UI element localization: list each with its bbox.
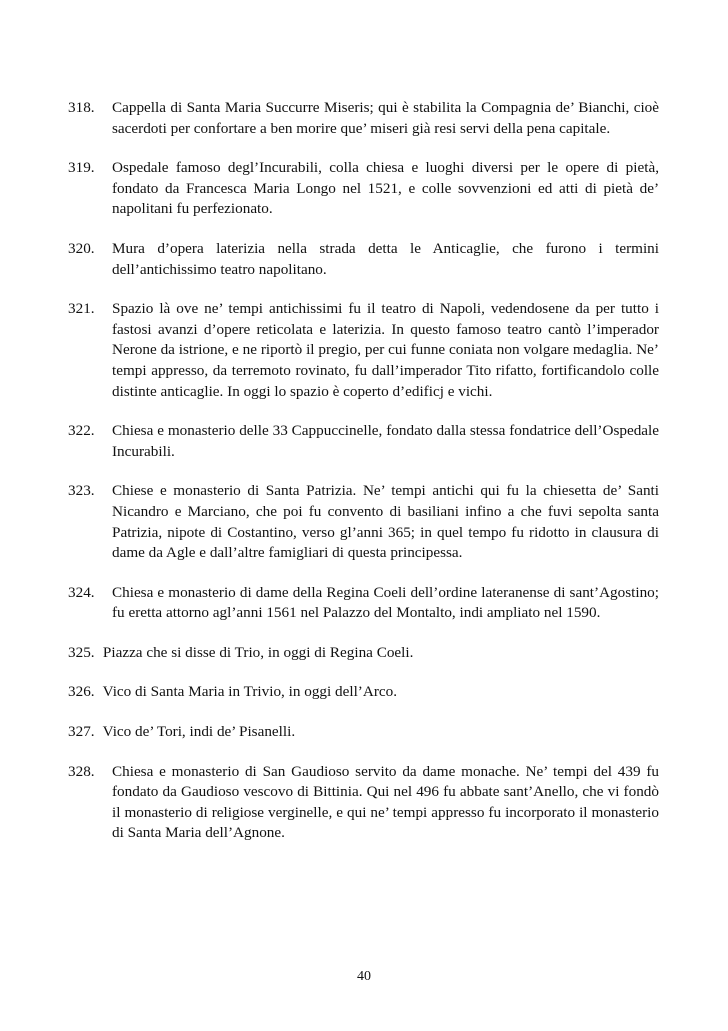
- entry-320: [68, 239, 659, 280]
- entry-number: 325.: [68, 643, 95, 661]
- page-number: 40: [357, 969, 371, 984]
- entry-325: [68, 643, 659, 664]
- entry-number: 322.: [68, 422, 95, 440]
- entry-number: 319.: [68, 159, 95, 177]
- entry-text: Chiesa e monasterio di dame della Regina Coeli dell’ordine lateranense di sant’Agostino; fu eretta attorno agl’anni 1561 nel Palazzo del Montalto, indi ampliato nel 1590.: [112, 583, 659, 622]
- entry-number: 318.: [68, 99, 95, 116]
- entry-number: 324.: [68, 583, 95, 601]
- entry-327: [68, 722, 659, 743]
- entry-text: Mura d’opera laterizia nella strada detta le Anticaglie, che furono i termini dell’antichissimo teatro napolitano.: [112, 239, 659, 278]
- entry-text: Spazio là ove ne’ tempi antichissimi fu il teatro di Napoli, vedendosene da per tutto i fastosi avanzi d’opere reticolata e laterizia. In questo famoso teatro cantò l’imperador Nerone da istrione, e ne riportò il pregio, per cui funne coniata non volgare medaglia. Ne’ tempi appresso, da terremoto rovinato, fu dall’imperador Tito rifatto, fortificandolo colle distinte anticaglie. In oggi lo spazio è coperto d’edificj e vichi.: [112, 300, 659, 400]
- entry-text: Vico de’ Tori, indi de’ Pisanelli.: [102, 723, 296, 741]
- entry-text: Vico di Santa Maria in Trivio, in oggi dell’Arco.: [102, 683, 398, 701]
- entry-319: [68, 158, 659, 220]
- entry-text: Chiesa e monasterio delle 33 Cappuccinelle, fondato dalla stessa fondatrice dell’Ospedale Incurabili.: [112, 422, 659, 460]
- entry-328: [68, 762, 659, 844]
- entry-number: 328.: [68, 762, 95, 780]
- entry-list: [68, 98, 659, 863]
- entry-321: [68, 299, 659, 402]
- entry-text: Chiesa e monasterio di San Gaudioso servito da dame monache. Ne’ tempi del 439 fu fondato da Gaudioso vescovo di Bittinia. Qui nel 496 fu abbate sant’Anello, che vi fondò il monasterio di religiose verginelle, e qui ne’ tempi appresso fu incorporato il monasterio di Santa Maria dell’Agnone.: [112, 762, 659, 842]
- entry-318: [68, 98, 659, 139]
- entry-number: 321.: [68, 300, 95, 318]
- entry-326: [68, 682, 659, 703]
- entry-number: 320.: [68, 239, 95, 257]
- entry-number: 326.: [68, 683, 95, 701]
- entry-322: [68, 421, 659, 462]
- entry-text: Piazza che si disse di Trio, in oggi di Regina Coeli.: [102, 643, 414, 661]
- entry-number: 327.: [68, 723, 95, 741]
- entry-text: Chiese e monasterio di Santa Patrizia. Ne’ tempi antichi qui fu la chiesetta de’ Santi Nicandro e Marciano, che poi fu convento di basiliani infino a che fuvi sepolta santa Patrizia, nipote di Costantino, verso gl’anni 365; in quel tempo fu ridotto in clausura di dame da Agle e dall’altre famigliari di questa principessa.: [112, 482, 659, 562]
- entry-323: [68, 481, 659, 563]
- entry-text: Ospedale famoso degl’Incurabili, colla chiesa e luoghi diversi per le opere di pietà, fondato da Francesca Maria Longo nel 1521, e colle sovvenzioni ed atti di pietà de’ napolitani fu perfezionato.: [112, 159, 659, 218]
- entry-number: 323.: [68, 482, 95, 500]
- entry-324: [68, 583, 659, 624]
- entry-text: Cappella di Santa Maria Succurre Miseris; qui è stabilita la Compagnia de’ Bianchi, cioè sacerdoti per confortare a ben morire que’ miseri già resi servi della pena capitale.: [112, 99, 659, 137]
